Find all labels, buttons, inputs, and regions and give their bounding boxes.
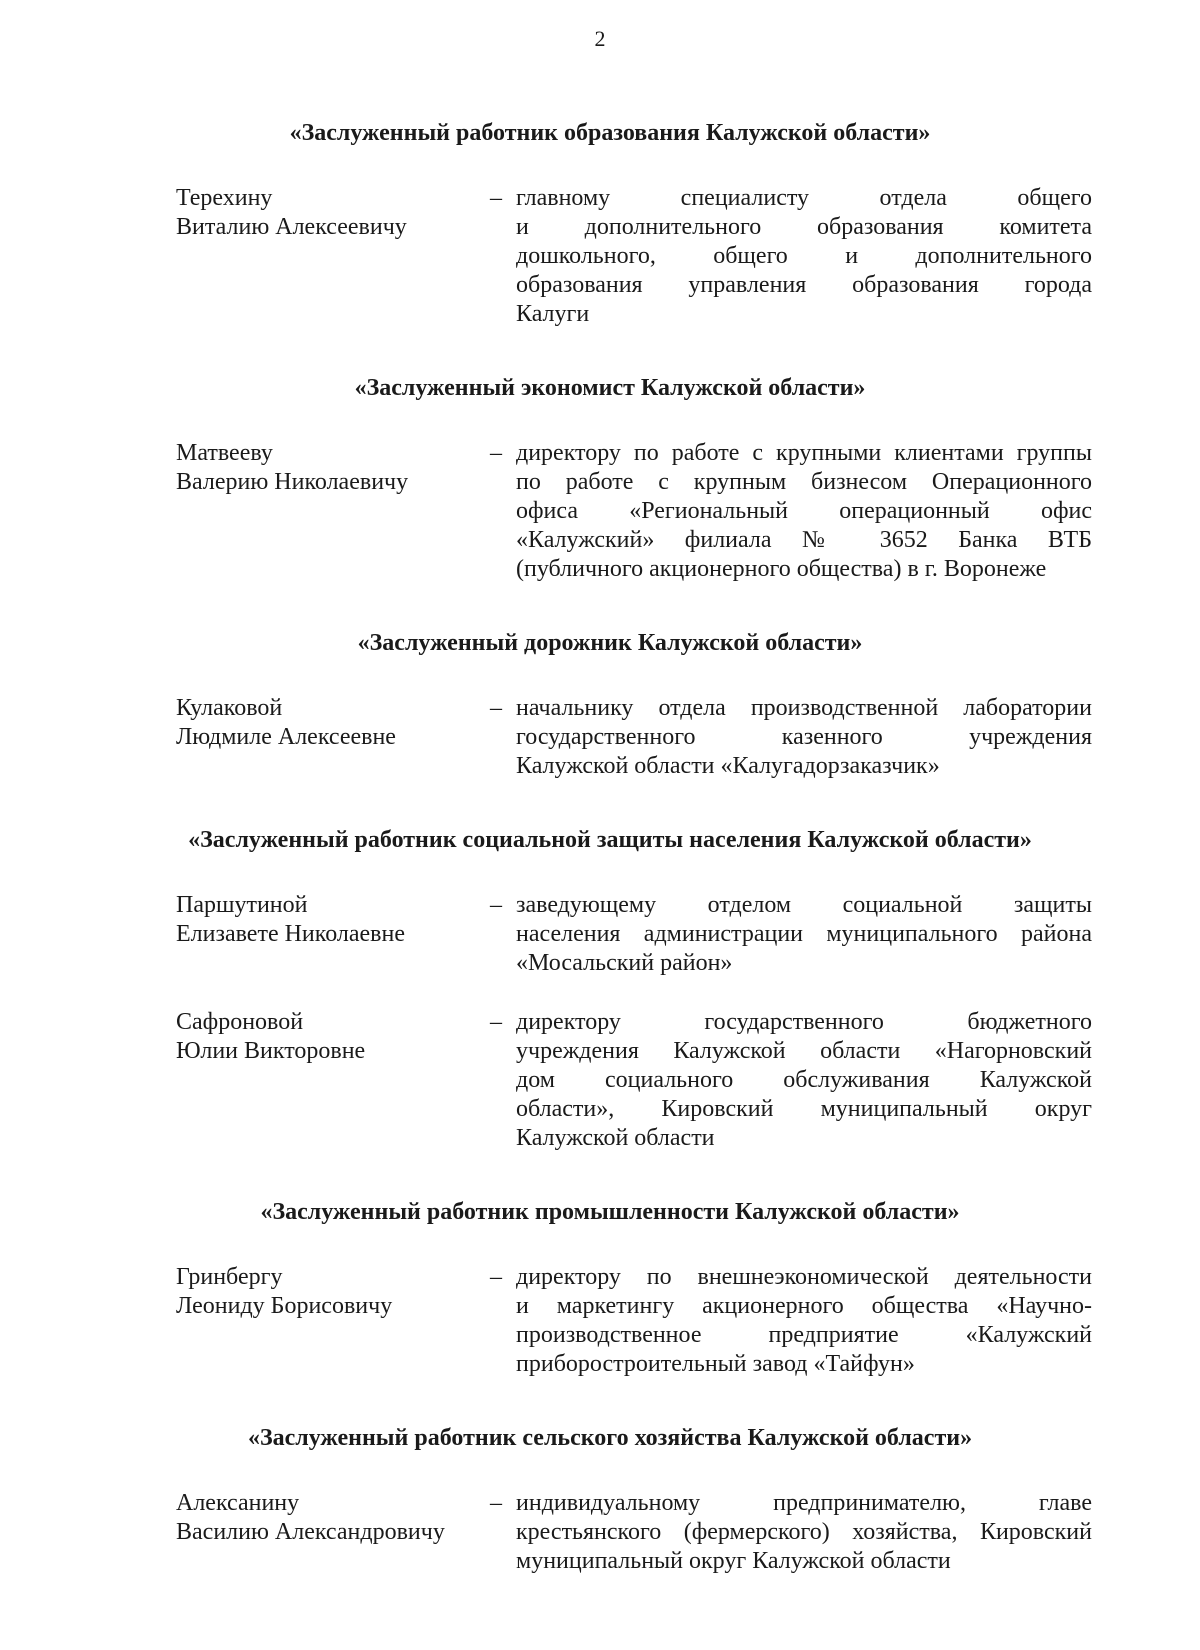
position-line: офиса «Региональный операционный офис bbox=[516, 498, 1092, 524]
position-line: (публичного акционерного общества) в г. Воронеже bbox=[516, 556, 1047, 582]
position-line: и маркетингу акционерного общества «Научно- bbox=[516, 1293, 1092, 1319]
position-line: населения администрации муниципального района bbox=[516, 921, 1092, 947]
dash-separator: – bbox=[490, 1264, 502, 1290]
award-entry bbox=[0, 694, 1200, 781]
recipient-name bbox=[176, 439, 476, 584]
award-entry bbox=[0, 184, 1200, 329]
dash-separator: – bbox=[490, 892, 502, 918]
recipient-surname: Алексанину bbox=[176, 1490, 300, 1516]
position-line: муниципальный округ Калужской области bbox=[516, 1548, 951, 1574]
position-line: дошкольного, общего и дополнительного bbox=[516, 243, 1092, 269]
award-section bbox=[0, 1423, 1200, 1576]
recipient-surname: Матвееву bbox=[176, 440, 273, 466]
dash-separator: – bbox=[490, 440, 502, 466]
recipient-position bbox=[516, 891, 1092, 978]
recipient-given-name: Виталию Алексеевичу bbox=[176, 214, 407, 240]
position-line: «Мосальский район» bbox=[516, 950, 733, 976]
award-entry bbox=[0, 1489, 1200, 1576]
award-title: «Заслуженный дорожник Калужской области» bbox=[357, 630, 863, 656]
dash-separator: – bbox=[490, 185, 502, 211]
award-title: «Заслуженный экономист Калужской области» bbox=[354, 375, 866, 401]
award-entry bbox=[0, 1008, 1200, 1153]
position-line: крестьянского (фермерского) хозяйства, Кировский bbox=[516, 1519, 1092, 1545]
award-section bbox=[0, 628, 1200, 781]
position-line: области», Кировский муниципальный округ bbox=[516, 1096, 1092, 1122]
award-title: «Заслуженный работник образования Калужской области» bbox=[289, 120, 931, 146]
position-line: и дополнительного образования комитета bbox=[516, 214, 1092, 240]
recipient-name bbox=[176, 694, 476, 781]
recipient-surname: Гринбергу bbox=[176, 1264, 283, 1290]
recipient-given-name: Василию Александровичу bbox=[176, 1519, 445, 1545]
recipient-name bbox=[176, 1489, 476, 1576]
position-line: индивидуальному предпринимателю, главе bbox=[516, 1490, 1092, 1516]
recipient-given-name: Валерию Николаевичу bbox=[176, 469, 409, 495]
position-line: Калужской области «Калугадорзаказчик» bbox=[516, 753, 940, 779]
position-line: заведующему отделом социальной защиты bbox=[516, 892, 1092, 918]
position-line: главному специалисту отдела общего bbox=[516, 185, 1092, 211]
recipient-surname: Кулаковой bbox=[176, 695, 283, 721]
recipient-name bbox=[176, 891, 476, 978]
recipient-position bbox=[516, 439, 1092, 584]
position-line: директору по внешнеэкономической деятельности bbox=[516, 1264, 1092, 1290]
recipient-name bbox=[176, 1008, 476, 1153]
award-entry bbox=[0, 1263, 1200, 1379]
recipient-position bbox=[516, 1263, 1092, 1379]
position-line: учреждения Калужской области «Нагорновский bbox=[516, 1038, 1092, 1064]
recipient-position bbox=[516, 1008, 1092, 1153]
position-line: начальнику отдела производственной лаборатории bbox=[516, 695, 1092, 721]
position-line: производственное предприятие «Калужский bbox=[516, 1322, 1092, 1348]
position-line: «Калужский» филиала № 3652 Банка ВТБ bbox=[516, 527, 1092, 553]
recipient-given-name: Леониду Борисовичу bbox=[176, 1293, 393, 1319]
recipient-position bbox=[516, 694, 1092, 781]
award-section bbox=[0, 1197, 1200, 1379]
award-title: «Заслуженный работник социальной защиты населения Калужской области» bbox=[188, 827, 1032, 853]
recipient-surname: Паршутиной bbox=[176, 892, 308, 918]
award-entry bbox=[0, 891, 1200, 978]
position-line: по работе с крупным бизнесом Операционного bbox=[516, 469, 1092, 495]
recipient-surname: Сафроновой bbox=[176, 1009, 304, 1035]
award-section bbox=[0, 373, 1200, 584]
recipient-given-name: Елизавете Николаевне bbox=[176, 921, 406, 947]
recipient-name bbox=[176, 184, 476, 329]
position-line: Калужской области bbox=[516, 1125, 715, 1151]
position-line: директору по работе с крупными клиентами группы bbox=[516, 440, 1092, 466]
award-title: «Заслуженный работник сельского хозяйства Калужской области» bbox=[247, 1425, 973, 1451]
position-line: образования управления образования города bbox=[516, 272, 1092, 298]
position-line: приборостроительный завод «Тайфун» bbox=[516, 1351, 915, 1377]
position-line: государственного казенного учреждения bbox=[516, 724, 1092, 750]
page-number: 2 bbox=[594, 26, 606, 51]
award-entry bbox=[0, 439, 1200, 584]
dash-separator: – bbox=[490, 695, 502, 721]
recipient-position bbox=[516, 184, 1092, 329]
award-list bbox=[0, 118, 1200, 1620]
recipient-name bbox=[176, 1263, 476, 1379]
recipient-position bbox=[516, 1489, 1092, 1576]
position-line: директору государственного бюджетного bbox=[516, 1009, 1092, 1035]
recipient-surname: Терехину bbox=[176, 185, 273, 211]
dash-separator: – bbox=[490, 1490, 502, 1516]
award-section bbox=[0, 118, 1200, 329]
award-title: «Заслуженный работник промышленности Калужской области» bbox=[260, 1199, 960, 1225]
dash-separator: – bbox=[490, 1009, 502, 1035]
recipient-given-name: Людмиле Алексеевне bbox=[176, 724, 396, 750]
recipient-given-name: Юлии Викторовне bbox=[176, 1038, 366, 1064]
award-section bbox=[0, 825, 1200, 1153]
position-line: дом социального обслуживания Калужской bbox=[516, 1067, 1092, 1093]
position-line: Калуги bbox=[516, 301, 590, 327]
